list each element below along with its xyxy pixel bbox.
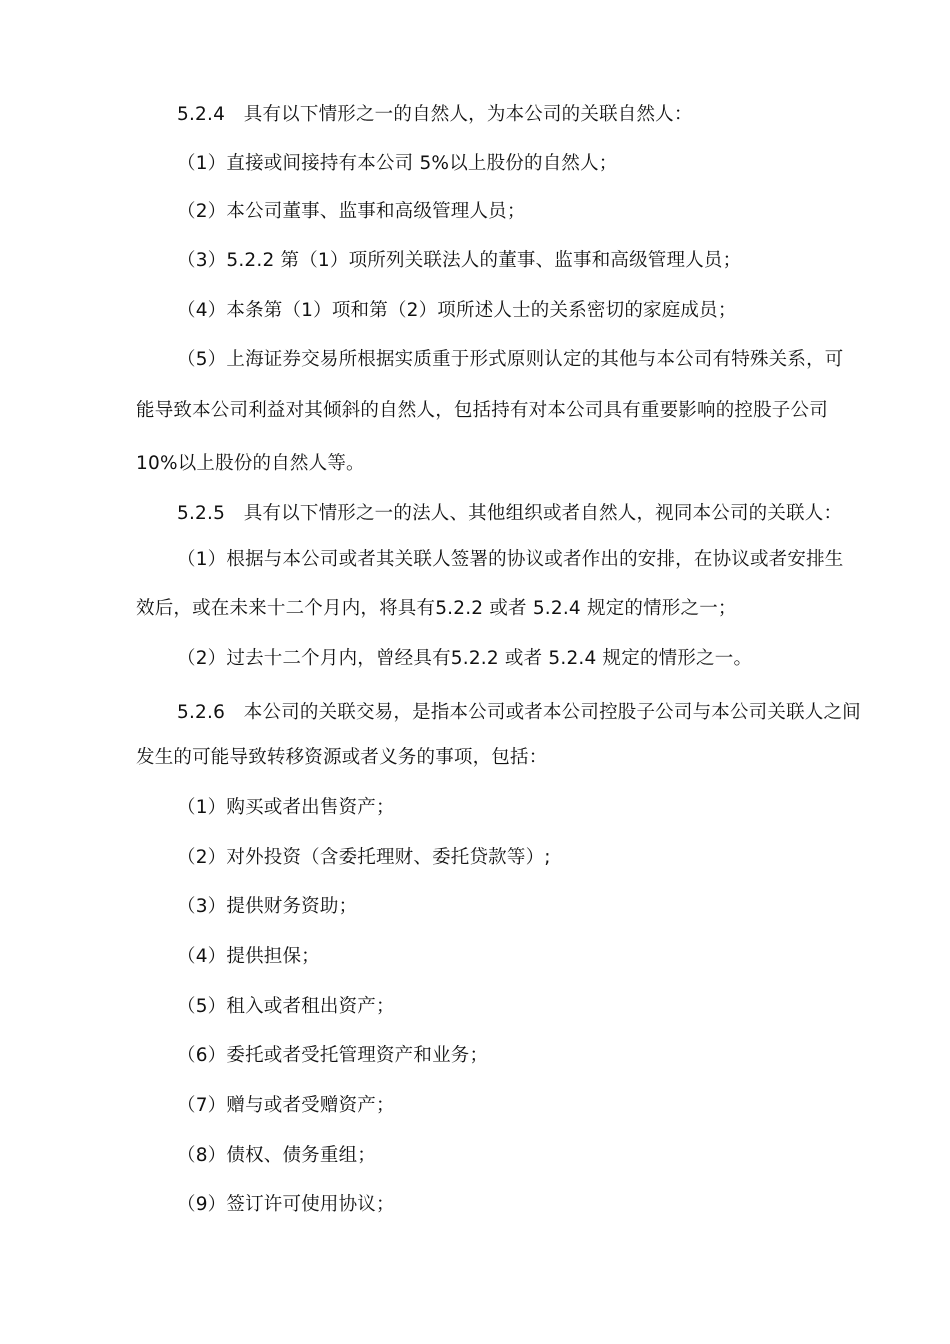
clause-5-2-4-item-4: （4）本条第（1）项和第（2）项所述人士的关系密切的家庭成员； <box>177 300 737 321</box>
clause-5-2-4-item-5-line-1: （5）上海证券交易所根据实质重于形式原则认定的其他与本公司有特殊关系，可 <box>177 349 844 370</box>
clause-5-2-6-item-9: （9）签订许可使用协议； <box>177 1194 395 1215</box>
clause-5-2-6-item-6: （6）委托或者受托管理资产和业务； <box>177 1045 489 1066</box>
clause-5-2-5-item-1-line-1: （1）根据与本公司或者其关联人签署的协议或者作出的安排，在协议或者安排生 <box>177 549 844 570</box>
clause-5-2-6-item-2: （2）对外投资（含委托理财、委托贷款等）; <box>177 847 551 868</box>
clause-5-2-6-item-8: （8）债权、债务重组； <box>177 1145 376 1166</box>
clause-5-2-4-item-5-line-2: 能导致本公司利益对其倾斜的自然人，包括持有对本公司具有重要影响的控股子公司 <box>136 400 828 421</box>
clause-5-2-5-item-1-line-2: 效后，或在未来十二个月内，将具有5.2.2 或者 5.2.4 规定的情形之一； <box>136 598 737 619</box>
clause-5-2-4-item-5-line-3: 10%以上股份的自然人等。 <box>136 453 365 474</box>
clause-5-2-6-item-4: （4）提供担保； <box>177 946 320 967</box>
clause-5-2-6-item-3: （3）提供财务资助； <box>177 896 358 917</box>
clause-5-2-6-item-1: （1）购买或者出售资产； <box>177 797 395 818</box>
clause-5-2-6-item-5: （5）租入或者租出资产； <box>177 996 395 1017</box>
clause-5-2-4-item-1: （1）直接或间接持有本公司 5%以上股份的自然人； <box>177 153 618 174</box>
clause-5-2-5-heading: 5.2.5 具有以下情形之一的法人、其他组织或者自然人，视同本公司的关联人： <box>177 503 843 524</box>
clause-5-2-5-item-2: （2）过去十二个月内，曾经具有5.2.2 或者 5.2.4 规定的情形之一。 <box>177 648 753 669</box>
clause-5-2-6-heading-line-1: 5.2.6 本公司的关联交易，是指本公司或者本公司控股子公司与本公司关联人之间 <box>177 702 861 723</box>
clause-5-2-6-item-7: （7）赠与或者受赠资产； <box>177 1095 395 1116</box>
clause-5-2-6-heading-line-2: 发生的可能导致转移资源或者义务的事项，包括： <box>136 747 548 768</box>
clause-5-2-4-heading: 5.2.4 具有以下情形之一的自然人，为本公司的关联自然人： <box>177 104 693 125</box>
clause-5-2-4-item-3: （3）5.2.2 第（1）项所列关联法人的董事、监事和高级管理人员； <box>177 250 742 271</box>
clause-5-2-4-item-2: （2）本公司董事、监事和高级管理人员； <box>177 201 526 222</box>
